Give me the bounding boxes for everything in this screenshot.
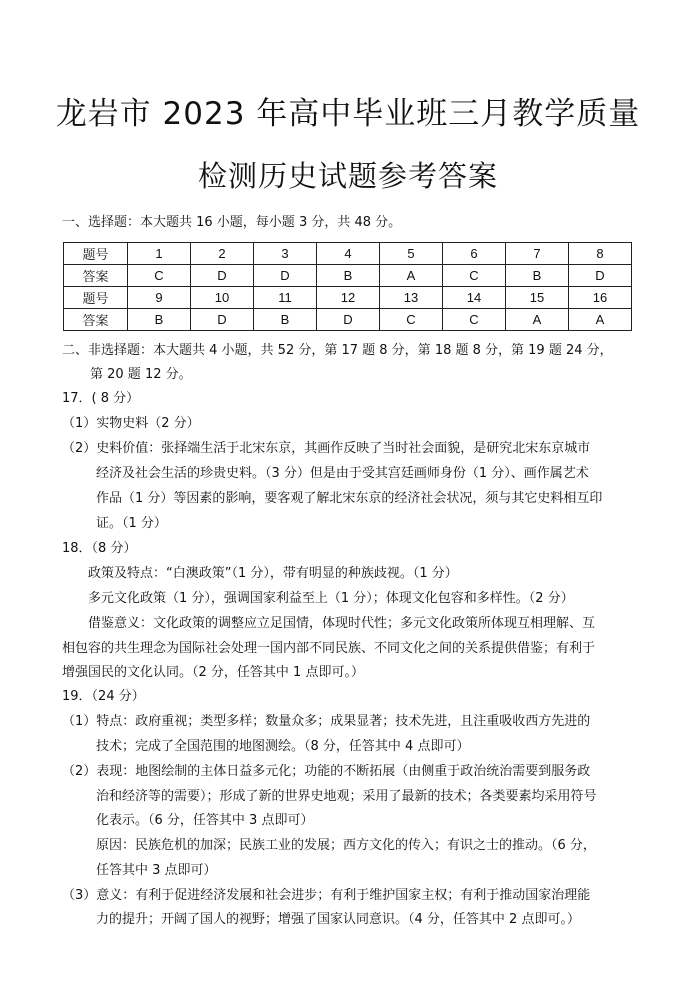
row-label: 答案 xyxy=(64,309,128,331)
q19-answer-2-cont: 任答其中 3 点即可） xyxy=(96,863,217,878)
table-row-numbers-1 xyxy=(64,243,632,265)
q17-answer-2-cont: 作品（1 分）等因素的影响，要客观了解北宋东京的经济社会状况，须与其它史料相互印 xyxy=(96,491,603,506)
answer-cell: D xyxy=(317,309,380,331)
q17-answer-1: （1）实物史料（2 分） xyxy=(62,416,200,431)
q19-answer-2-cont: 原因：民族危机的加深；民族工业的发展；西方文化的传入；有识之士的推动。（6 分， xyxy=(96,838,596,853)
q17-answer-2: （2）史料价值：张择端生活于北宋东京，其画作反映了当时社会面貌，是研究北宋东京城市 xyxy=(62,441,591,456)
answer-cell: C xyxy=(443,309,506,331)
q17-answer-2-cont: 证。（1 分） xyxy=(96,516,167,531)
section1-heading: 一、选择题：本大题共 16 小题，每小题 3 分，共 48 分。 xyxy=(62,215,402,230)
answer-cell: B xyxy=(506,265,569,287)
q19-answer-2-cont: 治和经济等的需要）；形成了新的世界史地观；采用了最新的技术；各类要素均采用符号 xyxy=(96,789,597,804)
document-title-line2: 检测历史试题参考答案 xyxy=(197,159,498,193)
question-number: 14 xyxy=(443,287,506,309)
q19-answer-3-cont: 力的提升；开阔了国人的视野；增强了国家认同意识。（4 分，任答其中 2 点即可。） xyxy=(96,912,580,927)
answer-cell: C xyxy=(128,265,191,287)
q19-title: 19．（24 分） xyxy=(62,689,145,704)
q17-title: 17．( 8 分） xyxy=(62,391,140,406)
question-number: 6 xyxy=(443,243,506,265)
q18-line: 多元文化政策（1 分），强调国家利益至上（1 分）；体现文化包容和多样性。（2 分） xyxy=(88,591,574,606)
q19-answer-2: （2）表现：地图绘制的主体日益多元化；功能的不断拓展（由侧重于政治统治需要到服务政 xyxy=(62,764,591,779)
answer-cell: B xyxy=(128,309,191,331)
q19-answer-3: （3）意义：有利于促进经济发展和社会进步；有利于维护国家主权；有利于推动国家治理能 xyxy=(62,888,591,903)
question-number: 3 xyxy=(254,243,317,265)
question-number: 16 xyxy=(569,287,632,309)
table-row-numbers-2 xyxy=(64,287,632,309)
answer-table xyxy=(63,242,632,331)
row-label: 答案 xyxy=(64,265,128,287)
question-number: 5 xyxy=(380,243,443,265)
answer-cell: C xyxy=(380,309,443,331)
question-number: 8 xyxy=(569,243,632,265)
q18-title: 18．（8 分） xyxy=(62,541,137,556)
answer-cell: C xyxy=(443,265,506,287)
answer-cell: D xyxy=(254,265,317,287)
table-row-answers-2 xyxy=(64,309,632,331)
q17-answer-2-cont: 经济及社会生活的珍贵史料。（3 分）但是由于受其宫廷画师身份（1 分）、画作属艺术 xyxy=(96,466,589,481)
q18-line: 政策及特点：“白澳政策”（1 分），带有明显的种族歧视。（1 分） xyxy=(88,566,458,581)
q18-line: 相包容的共生理念为国际社会处理一国内部不同民族、不同文化之间的关系提供借鉴；有利于 xyxy=(62,641,596,656)
answer-cell: D xyxy=(569,265,632,287)
section2-heading-cont: 第 20 题 12 分。 xyxy=(90,367,192,382)
section2-heading: 二、非选择题：本大题共 4 小题，共 52 分，第 17 题 8 分，第 18 题 8 分，第 19 题 24 分， xyxy=(62,343,613,358)
q19-answer-1-cont: 技术；完成了全国范围的地图测绘。（8 分，任答其中 4 点即可） xyxy=(96,739,470,754)
question-number: 15 xyxy=(506,287,569,309)
answer-cell: A xyxy=(380,265,443,287)
answer-cell: A xyxy=(569,309,632,331)
q18-line: 增强国民的文化认同。（2 分，任答其中 1 点即可。） xyxy=(62,665,364,680)
question-number: 12 xyxy=(317,287,380,309)
question-number: 10 xyxy=(191,287,254,309)
question-number: 4 xyxy=(317,243,380,265)
answer-cell: D xyxy=(191,265,254,287)
row-label: 题号 xyxy=(64,243,128,265)
question-number: 9 xyxy=(128,287,191,309)
question-number: 13 xyxy=(380,287,443,309)
q18-line: 借鉴意义：文化政策的调整应立足国情，体现时代性；多元文化政策所体现互相理解、互 xyxy=(88,616,596,631)
row-label: 题号 xyxy=(64,287,128,309)
question-number: 7 xyxy=(506,243,569,265)
question-number: 11 xyxy=(254,287,317,309)
question-number: 2 xyxy=(191,243,254,265)
answer-cell: B xyxy=(317,265,380,287)
answer-cell: B xyxy=(254,309,317,331)
q19-answer-2-cont: 化表示。（6 分，任答其中 3 点即可） xyxy=(96,813,314,828)
answer-cell: D xyxy=(191,309,254,331)
answer-cell: A xyxy=(506,309,569,331)
question-number: 1 xyxy=(128,243,191,265)
document-title-line1: 龙岩市 2023 年高中毕业班三月教学质量 xyxy=(55,96,641,132)
q19-answer-1: （1）特点：政府重视；类型多样；数量众多；成果显著；技术先进，且注重吸收西方先进的 xyxy=(62,714,591,729)
table-row-answers-1 xyxy=(64,265,632,287)
